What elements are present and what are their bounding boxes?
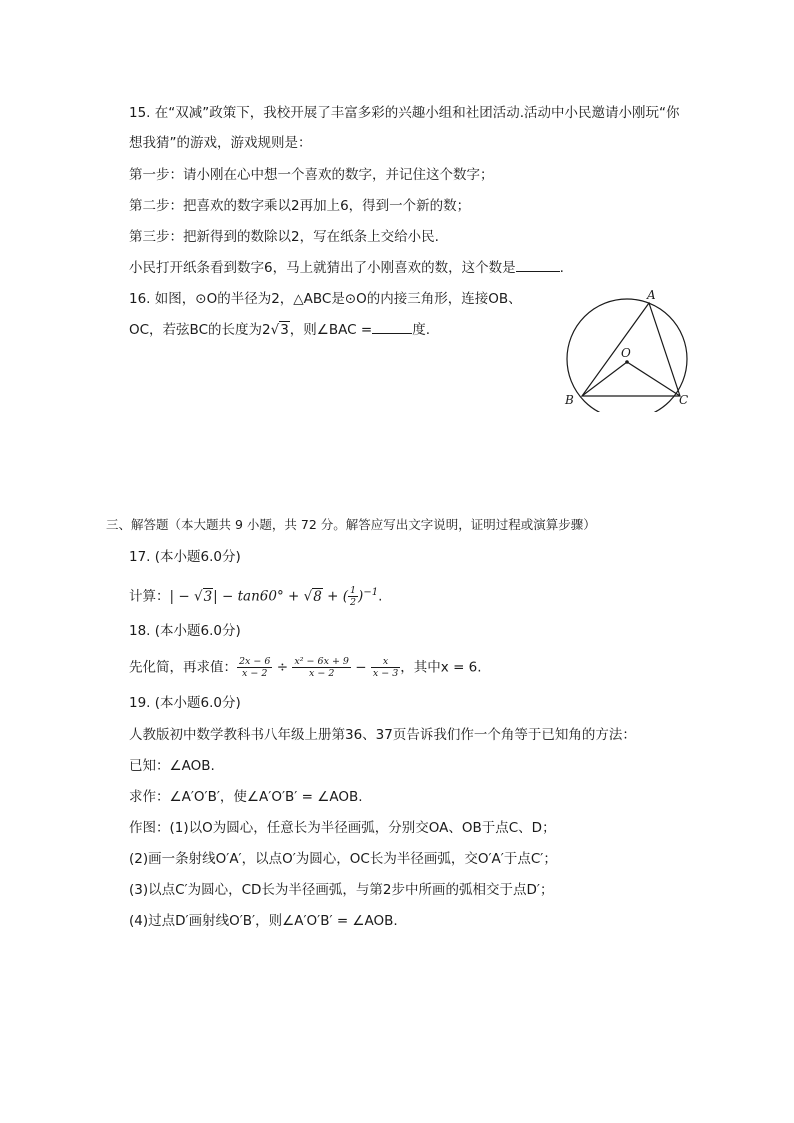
q18-fraction-2	[292, 656, 351, 679]
q16-answer-blank	[372, 333, 412, 334]
q18-fraction-3	[371, 656, 400, 679]
q19-step-3: (3)以点C′为圆心，CD长为半径画弧，与第2步中所画的弧相交于点D′；	[129, 882, 554, 898]
q18-prefix: 先化简，再求值：	[129, 659, 237, 676]
q17-frac-den: 2	[350, 597, 357, 608]
q17-exponent: −1	[363, 587, 379, 598]
q17-paren-close: )	[358, 588, 364, 605]
q19-step-2: (2)画一条射线O′A′，以点O′为圆心，OC长为半径画弧，交O′A′于点C′；	[129, 851, 557, 867]
q16-text-c: 度.	[412, 322, 430, 338]
q16-sqrt-value: 3	[280, 322, 289, 338]
q17-title: 17. (本小题6.0分)	[129, 549, 241, 565]
segment-ob	[582, 362, 627, 396]
sqrt-symbol: √	[193, 588, 203, 605]
q18-frac1-den: x − 2	[242, 668, 268, 679]
q15-step-3: 第三步：把新得到的数除以2，写在纸条上交给小民.	[129, 229, 439, 245]
q15-line-1: 15. 在“双减”政策下，我校开展了丰富多彩的兴趣小组和社团活动.活动中小民邀请小刚玩“你	[129, 105, 680, 121]
q19-given: 已知：∠AOB.	[129, 758, 215, 774]
q18-frac3-den: x − 3	[372, 668, 399, 679]
q18-minus: −	[350, 659, 371, 676]
q17-expression	[129, 584, 382, 608]
q16-text-b: ，则∠BAC =	[289, 322, 373, 338]
q19-step-1: 作图：(1)以O为圆心，任意长为半径画弧，分别交OA、OB于点C、D；	[129, 820, 556, 836]
label-b: B	[565, 393, 574, 407]
label-a: A	[647, 288, 656, 302]
q17-prefix: 计算：	[129, 588, 170, 605]
q17-sqrt3-value: 3	[203, 588, 213, 605]
label-c: C	[679, 393, 689, 407]
q18-divide: ÷	[272, 659, 293, 676]
q16-text-a: OC，若弦BC的长度为2	[129, 322, 271, 338]
q17-paren-open: (	[342, 588, 348, 605]
section-3-heading: 三、解答题（本大题共 9 小题，共 72 分。解答应写出文字说明，证明过程或演算步骤）	[106, 517, 596, 532]
segment-oc	[627, 362, 680, 396]
q19-intro: 人教版初中数学教科书八年级上册第36、37页告诉我们作一个角等于已知角的方法：	[129, 727, 636, 743]
q17-frac-num: 1	[350, 585, 357, 596]
q17-plus: +	[322, 588, 343, 605]
q18-frac2-num: x² − 6x + 9	[294, 656, 349, 667]
q15-step-2: 第二步：把喜欢的数字乘以2再加上6，得到一个新的数；	[129, 198, 471, 214]
q16-line-2	[129, 321, 430, 339]
q19-title: 19. (本小题6.0分)	[129, 695, 241, 711]
q15-question-text: 小民打开纸条看到数字6，马上就猜出了小刚喜欢的数，这个数是	[129, 260, 516, 276]
q18-fraction-1	[237, 656, 272, 679]
q19-step-4: (4)过点D′画射线O′B′，则∠A′O′B′ = ∠AOB.	[129, 913, 398, 929]
label-o: O	[621, 346, 631, 360]
q19-find: 求作：∠A′O′B′，使∠A′O′B′ = ∠AOB.	[129, 789, 363, 805]
center-point-o	[625, 360, 629, 364]
q18-frac2-den: x − 2	[308, 668, 335, 679]
q18-frac1-num: 2x − 6	[239, 656, 271, 667]
q15-answer-blank	[516, 271, 560, 272]
q17-tan-term: − tan60° +	[217, 588, 304, 605]
q18-title: 18. (本小题6.0分)	[129, 623, 241, 639]
q17-end: .	[378, 588, 383, 605]
sqrt-symbol: √	[270, 322, 280, 338]
q18-suffix: ，其中x = 6.	[400, 659, 482, 676]
q18-frac3-num: x	[371, 656, 400, 668]
q15-line-2: 想我猜”的游戏，游戏规则是：	[129, 135, 312, 151]
q15-question-line	[129, 259, 564, 277]
q16-circle-figure	[558, 282, 698, 412]
q16-line-1: 16. 如图，⊙O的半径为2，△ABC是⊙O的内接三角形，连接OB、	[129, 291, 522, 307]
sqrt-symbol: √	[303, 588, 313, 605]
q18-expression	[129, 656, 482, 679]
q17-sqrt8-value: 8	[313, 588, 322, 605]
q15-step-1: 第一步：请小刚在心中想一个喜欢的数字，并记住这个数字；	[129, 167, 494, 183]
triangle-abc	[582, 303, 680, 396]
q17-abs-open: | −	[169, 588, 194, 605]
q15-question-end: .	[559, 260, 564, 276]
q17-fraction	[348, 585, 358, 608]
q17-abs-close: |	[213, 588, 218, 605]
